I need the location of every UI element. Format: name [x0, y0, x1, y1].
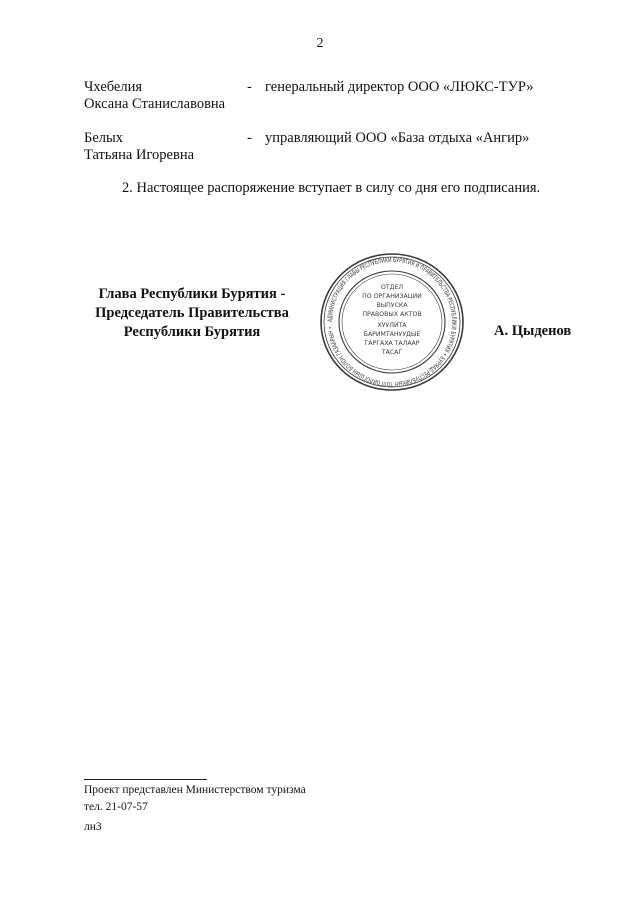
seal-text-line: ПРАВОВЫХ АКТОВ [362, 311, 422, 318]
footnote-phone: тел. 21-07-57 [84, 801, 148, 813]
member-surname: Чхебелия [84, 79, 143, 95]
member-given-names: Татьяна Игоревна [84, 147, 195, 163]
seal-text-line: ВЫПУСКА [376, 302, 408, 309]
member-surname: Белых [84, 130, 123, 146]
footnote-divider [84, 779, 207, 780]
member-role: управляющий ООО «База отдыха «Ангир» [265, 130, 530, 146]
seal-ring-text: АДМИНИСТРАЦИЯ ГЛАВЫ РЕСПУБЛИКИ БУРЯТИЯ И ПРАВИТЕЛЬСТВА РЕСПУБЛИКИ БУРЯТИЯ • БУРЯАД РЕСПУБЛИКЫН ТОЛГОЙЛОГШЫН БОЛОН ГАЗААРЫН • [326, 256, 458, 388]
clause-effective-date: 2. Настоящее распоряжение вступает в силу со дня его подписания. [122, 180, 541, 196]
signer-title-line: Председатель Правительства [95, 305, 289, 321]
seal-text-line: БАРИМТАНУУДЫЕ [363, 331, 421, 338]
footnote-prepared-by: Проект представлен Министерством туризма [84, 784, 306, 796]
member-dash: - [247, 130, 252, 146]
signer-title-line: Республики Бурятия [123, 324, 261, 340]
seal-text-line: ТАСАГ [381, 349, 403, 356]
member-given-names: Оксана Станиславовна [84, 96, 226, 112]
signer-name: А. Цыденов [494, 323, 572, 339]
footnote-code: лн3 [84, 821, 102, 833]
signer-title [64, 285, 320, 342]
seal-text-line: ОТДЕЛ [380, 284, 404, 291]
signer-title-line: Глава Республики Бурятия - [98, 286, 286, 302]
member-role: генеральный директор ООО «ЛЮКС-ТУР» [265, 79, 534, 95]
member-dash: - [247, 79, 252, 95]
seal-text-line: ПО ОРГАНИЗАЦИИ [362, 293, 422, 300]
official-seal [319, 252, 465, 392]
page-number: 2 [316, 36, 324, 51]
seal-text-line: ГАРГАХА ТАЛААР [364, 340, 420, 347]
seal-text-line: ХУУЛИТА [377, 322, 407, 329]
